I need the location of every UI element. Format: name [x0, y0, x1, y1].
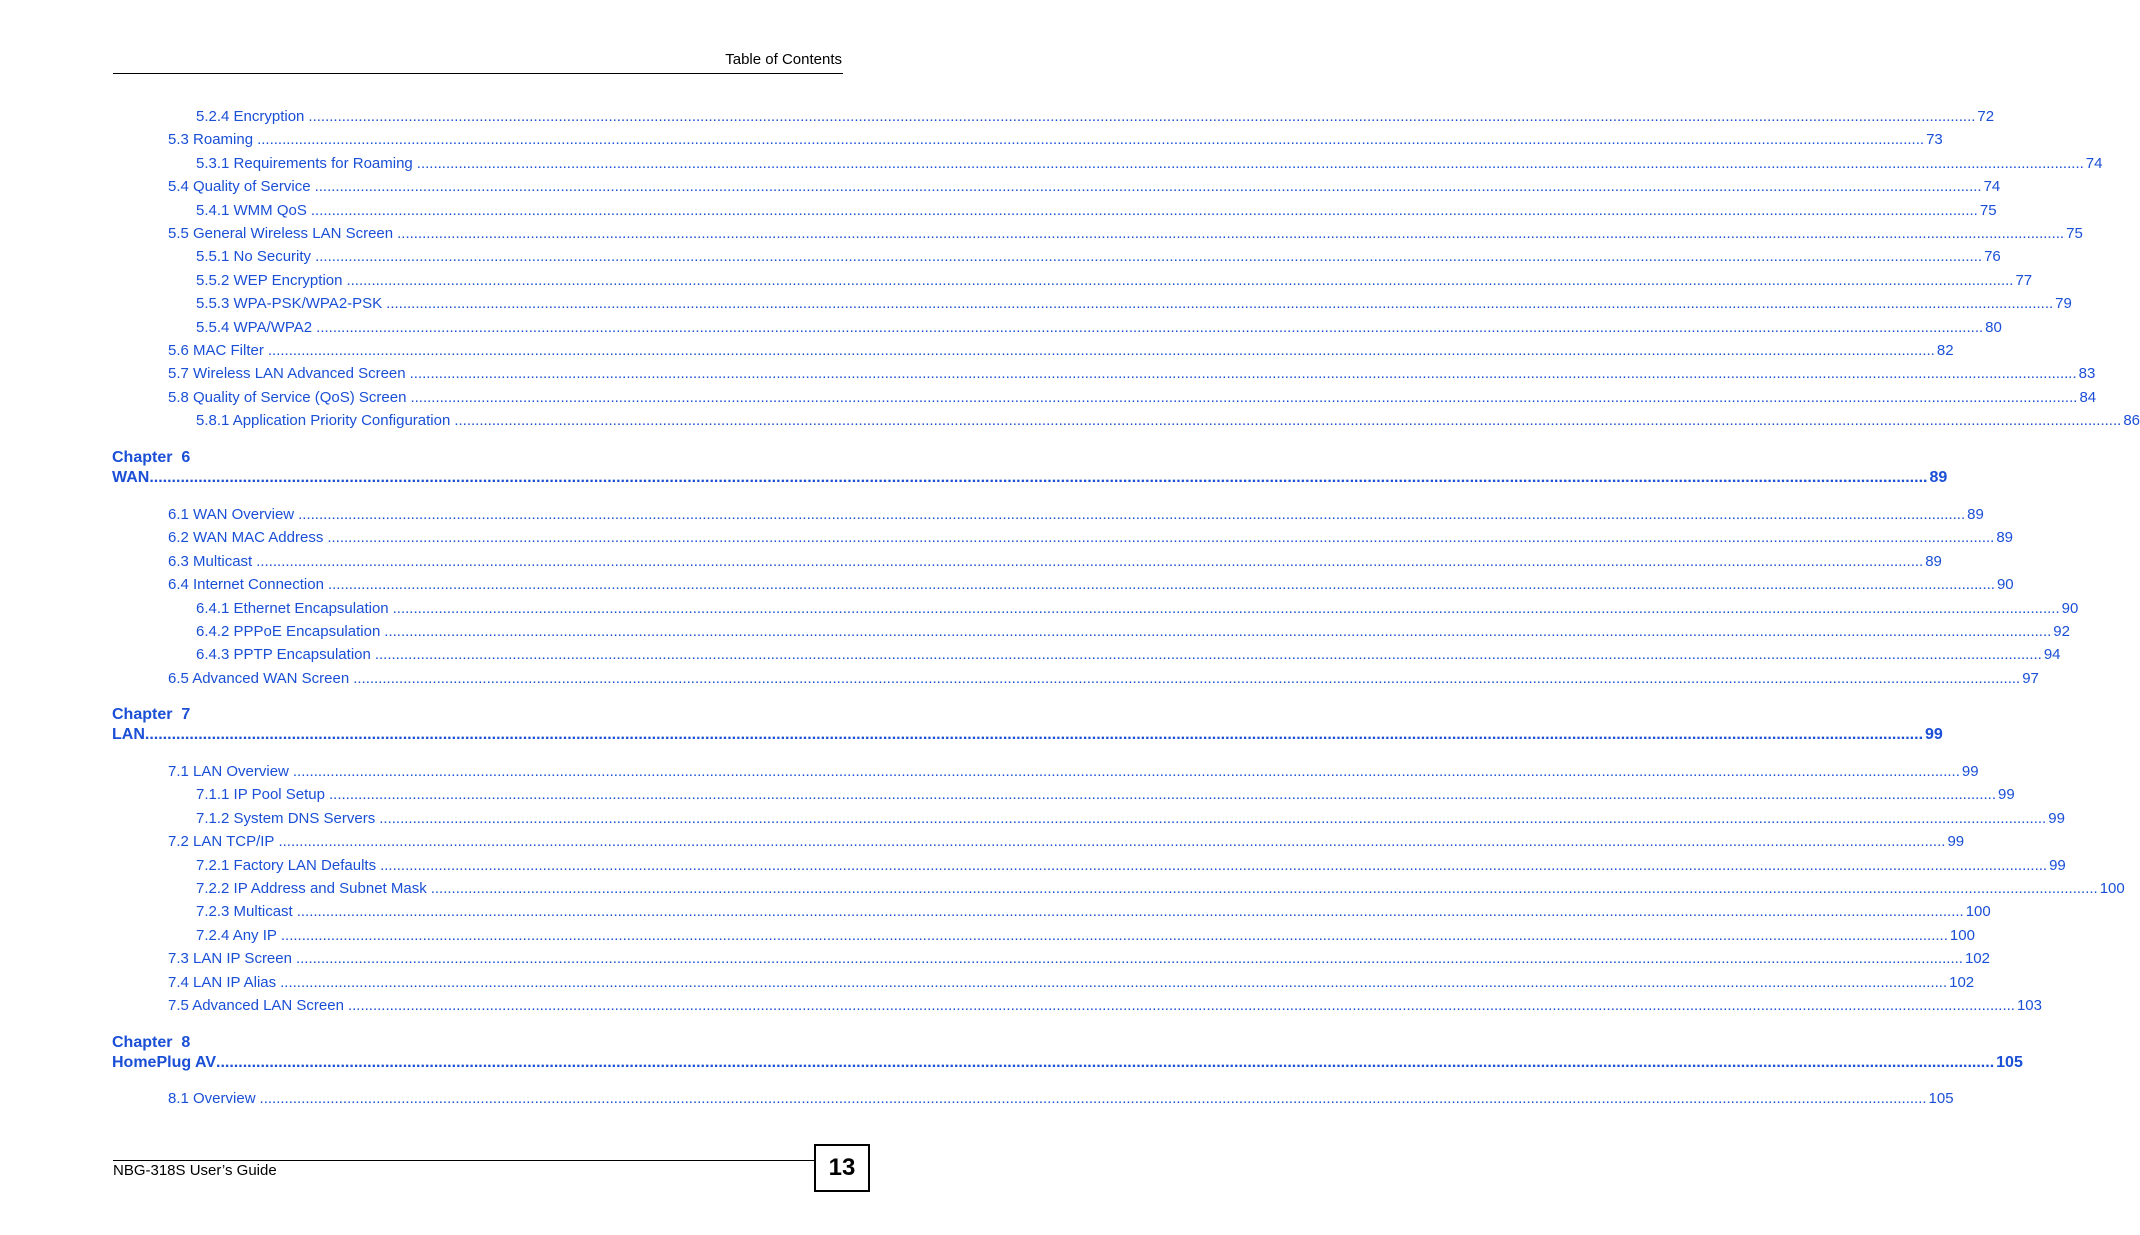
toc-entry-label: 6.4 Internet Connection [168, 576, 324, 594]
toc-entry-page: 86 [2123, 412, 2140, 430]
toc-entry-label: 5.8.1 Application Priority Configuration [196, 412, 451, 430]
toc-entry-label: 7.2.4 Any IP [196, 926, 277, 944]
toc-entry-page: 72 [1977, 108, 1995, 125]
toc-entry[interactable] [0, 880, 2125, 898]
dot-leader: ................................................................................................................................................................................................................................................................................................................................................................................................................ [329, 786, 1996, 804]
toc-entry-label: 5.5.4 WPA/WPA2 [196, 318, 313, 336]
toc-entry[interactable] [0, 833, 1965, 851]
dot-leader: ................................................................................................................................................................................................................................................................................................................................................................................................................ [298, 506, 1966, 523]
toc-entry[interactable] [0, 809, 2065, 828]
dot-leader: ................................................................................................................................................................................................................................................................................................................................................................................................................ [259, 1090, 1927, 1107]
toc-entry-page: 90 [2061, 599, 2079, 617]
toc-entry-page: 99 [1961, 763, 1979, 780]
toc-entry[interactable] [0, 342, 1954, 360]
dot-leader: ................................................................................................................................................................................................................................................................................................................................................................................................................ [296, 903, 1964, 921]
chapter-8-page: 105 [1996, 1054, 2023, 1071]
toc-entry-page: 99 [1947, 833, 1965, 851]
toc-entry-label: 5.8 Quality of Service (QoS) Screen [168, 388, 407, 406]
toc-entry[interactable] [0, 903, 1991, 921]
toc-entry[interactable] [0, 318, 2002, 337]
toc-entry-label: 5.4 Quality of Service [168, 178, 311, 196]
footer-rule [113, 1160, 815, 1161]
toc-entry[interactable] [0, 763, 1979, 781]
toc-entry[interactable] [0, 178, 2001, 196]
dot-leader: ................................................................................................................................................................................................................................................................................................................................................................................................................ [280, 973, 1948, 991]
toc-entry-label: 5.3.1 Requirements for Roaming [196, 154, 413, 172]
chapter-7-heading[interactable]: Chapter 7 [112, 706, 191, 723]
dot-leader: ................................................................................................................................................................................................................................................................................................................................................................................................................ [144, 726, 1924, 743]
dot-leader: ................................................................................................................................................................................................................................................................................................................................................................................................................ [346, 271, 2014, 289]
dot-leader: ................................................................................................................................................................................................................................................................................................................................................................................................................ [295, 950, 1963, 968]
toc-entry-page: 76 [1984, 248, 2001, 266]
toc-entry[interactable] [0, 997, 2042, 1015]
toc-entry-page: 100 [1965, 903, 1991, 921]
chapter-7-title: LAN [112, 726, 145, 743]
chapter-8-title: HomePlug AV [112, 1054, 217, 1071]
toc-entry-label: 5.3 Roaming [168, 131, 254, 149]
dot-leader: ................................................................................................................................................................................................................................................................................................................................................................................................................ [353, 669, 2021, 687]
toc-entry[interactable] [0, 271, 2033, 290]
toc-entry-label: 7.2.2 IP Address and Subnet Mask [196, 880, 427, 897]
toc-entry-label: 7.1 LAN Overview [168, 763, 289, 780]
toc-entry[interactable] [0, 201, 1997, 220]
toc-entry-label: 6.4.1 Ethernet Encapsulation [196, 599, 389, 617]
toc-entry-page: 83 [2078, 365, 2096, 383]
toc-entry-label: 6.4.2 PPPoE Encapsulation [196, 623, 381, 640]
toc-entry-label: 6.1 WAN Overview [168, 506, 295, 523]
toc-entry-label: 5.5.3 WPA-PSK/WPA2-PSK [196, 295, 383, 313]
toc-entry-label: 5.5.1 No Security [196, 248, 312, 266]
toc-entry-label: 7.3 LAN IP Screen [168, 950, 292, 968]
toc-entry[interactable] [0, 108, 1995, 126]
toc-entry-page: 89 [1967, 506, 1984, 523]
toc-entry[interactable] [0, 131, 1943, 149]
toc-entry-page: 74 [1983, 178, 2001, 196]
dot-leader: ................................................................................................................................................................................................................................................................................................................................................................................................................ [316, 318, 1984, 336]
chapter-6-title: WAN [112, 469, 150, 486]
header-rule [113, 73, 843, 74]
toc-entry-page: 77 [2015, 271, 2033, 289]
toc-entry-page: 73 [1926, 131, 1943, 149]
toc-entry-page: 103 [2016, 997, 2042, 1014]
toc-entry-label: 5.6 MAC Filter [168, 342, 264, 359]
page-number: 13 [814, 1144, 870, 1192]
dot-leader: ................................................................................................................................................................................................................................................................................................................................................................................................................ [292, 763, 1960, 780]
toc-entry-page: 99 [2048, 809, 2065, 827]
toc-entry-label: 6.4.3 PPTP Encapsulation [196, 646, 371, 664]
chapter-6-title-line[interactable] [112, 468, 1948, 487]
dot-leader: ................................................................................................................................................................................................................................................................................................................................................................................................................ [308, 108, 1976, 125]
toc-entry[interactable] [0, 856, 2066, 875]
toc-entry[interactable] [0, 412, 2140, 430]
toc-entry-page: 82 [1936, 342, 1954, 359]
dot-leader: ................................................................................................................................................................................................................................................................................................................................................................................................................ [314, 178, 1982, 196]
toc-entry[interactable] [0, 552, 1942, 571]
dot-leader: ................................................................................................................................................................................................................................................................................................................................................................................................................ [256, 552, 1924, 570]
toc-entry-label: 5.7 Wireless LAN Advanced Screen [168, 365, 406, 383]
dot-leader: ................................................................................................................................................................................................................................................................................................................................................................................................................ [386, 295, 2054, 313]
toc-entry-label: 7.2.1 Factory LAN Defaults [196, 856, 377, 874]
toc-entry-page: 90 [1996, 576, 2014, 594]
toc-entry-page: 99 [2049, 856, 2066, 874]
toc-entry[interactable] [0, 646, 2061, 664]
dot-leader: ................................................................................................................................................................................................................................................................................................................................................................................................................ [397, 225, 2065, 242]
running-header: Table of Contents [725, 51, 842, 68]
toc-entry[interactable] [0, 950, 1990, 968]
toc-entry-page: 89 [1925, 552, 1942, 570]
dot-leader: ................................................................................................................................................................................................................................................................................................................................................................................................................ [374, 646, 2042, 664]
toc-entry-label: 7.1.2 System DNS Servers [196, 809, 376, 827]
dot-leader: ................................................................................................................................................................................................................................................................................................................................................................................................................ [454, 412, 2122, 430]
toc-entry-label: 8.1 Overview [168, 1090, 256, 1107]
chapter-8-title-line[interactable] [112, 1053, 2023, 1072]
toc-entry-page: 105 [1928, 1090, 1954, 1107]
footer-guide-name: NBG-318S User’s Guide [113, 1162, 277, 1179]
toc-entry-page: 74 [2085, 154, 2103, 172]
toc-entry-label: 7.5 Advanced LAN Screen [168, 997, 344, 1014]
toc-entry-label: 5.5 General Wireless LAN Screen [168, 225, 394, 242]
toc-entry-label: 7.4 LAN IP Alias [168, 973, 277, 991]
toc-entry-page: 97 [2022, 669, 2039, 687]
dot-leader: ................................................................................................................................................................................................................................................................................................................................................................................................................ [379, 809, 2047, 827]
dot-leader: ................................................................................................................................................................................................................................................................................................................................................................................................................ [315, 248, 1983, 266]
dot-leader: ................................................................................................................................................................................................................................................................................................................................................................................................................ [278, 833, 1946, 851]
toc-entry-page: 89 [1996, 529, 2014, 547]
toc-entry-label: 6.3 Multicast [168, 552, 253, 570]
toc-entry-label: 7.2.3 Multicast [196, 903, 293, 921]
toc-entry[interactable] [0, 669, 2039, 688]
toc-entry[interactable] [0, 388, 2097, 407]
toc-entry-page: 92 [2053, 623, 2070, 640]
toc-entry[interactable] [0, 576, 2014, 594]
dot-leader: ................................................................................................................................................................................................................................................................................................................................................................................................................ [416, 154, 2084, 172]
toc-entry-label: 5.4.1 WMM QoS [196, 201, 307, 219]
toc-entry[interactable] [0, 506, 1984, 524]
toc-entry-label: 7.2 LAN TCP/IP [168, 833, 275, 851]
dot-leader: ................................................................................................................................................................................................................................................................................................................................................................................................................ [257, 131, 1925, 149]
chapter-6-page: 89 [1929, 469, 1948, 486]
toc-entry-page: 80 [1985, 318, 2002, 336]
toc-entry[interactable] [0, 926, 1975, 945]
dot-leader: ................................................................................................................................................................................................................................................................................................................................................................................................................ [392, 599, 2060, 617]
dot-leader: ................................................................................................................................................................................................................................................................................................................................................................................................................ [149, 469, 1928, 486]
toc-entry[interactable] [0, 365, 2096, 383]
chapter-7-title-line[interactable] [112, 725, 1943, 744]
toc-entry[interactable] [0, 295, 2072, 313]
toc-entry-page: 84 [2079, 388, 2097, 406]
toc-entry[interactable] [0, 154, 2103, 173]
toc-entry[interactable] [0, 1090, 1954, 1108]
dot-leader: ................................................................................................................................................................................................................................................................................................................................................................................................................ [267, 342, 1935, 359]
toc-entry-label: 5.2.4 Encryption [196, 108, 305, 125]
toc-entry-page: 75 [2066, 225, 2083, 242]
toc-entry[interactable] [0, 973, 1975, 992]
toc-entry-label: 6.2 WAN MAC Address [168, 529, 324, 547]
dot-leader: ................................................................................................................................................................................................................................................................................................................................................................................................................ [347, 997, 2015, 1014]
toc-entry[interactable] [0, 248, 2001, 266]
toc-entry-label: 7.1.1 IP Pool Setup [196, 786, 325, 804]
dot-leader: ................................................................................................................................................................................................................................................................................................................................................................................................................ [280, 926, 1948, 944]
dot-leader: ................................................................................................................................................................................................................................................................................................................................................................................................................ [310, 201, 1978, 219]
chapter-7-page: 99 [1925, 726, 1943, 743]
dot-leader: ................................................................................................................................................................................................................................................................................................................................................................................................................ [384, 623, 2052, 640]
dot-leader: ................................................................................................................................................................................................................................................................................................................................................................................................................ [380, 856, 2048, 874]
chapter-8-heading[interactable]: Chapter 8 [112, 1034, 191, 1051]
chapter-6-heading[interactable]: Chapter 6 [112, 449, 191, 466]
toc-entry-page: 75 [1979, 201, 1997, 219]
toc-entry[interactable] [0, 786, 2015, 804]
toc-entry-page: 79 [2055, 295, 2072, 313]
toc-entry[interactable] [0, 599, 2079, 618]
toc-entry[interactable] [0, 225, 2083, 243]
dot-leader: ................................................................................................................................................................................................................................................................................................................................................................................................................ [327, 576, 1995, 594]
toc-entry-page: 99 [1998, 786, 2015, 804]
dot-leader: ................................................................................................................................................................................................................................................................................................................................................................................................................ [410, 388, 2078, 406]
dot-leader: ................................................................................................................................................................................................................................................................................................................................................................................................................ [409, 365, 2077, 383]
toc-entry[interactable] [0, 623, 2070, 641]
toc-entry-page: 102 [1949, 973, 1975, 991]
toc-entry-page: 100 [1949, 926, 1975, 944]
dot-leader: ................................................................................................................................................................................................................................................................................................................................................................................................................ [327, 529, 1995, 547]
toc-entry-page: 94 [2043, 646, 2061, 664]
toc-entry-page: 100 [2099, 880, 2125, 897]
dot-leader: ................................................................................................................................................................................................................................................................................................................................................................................................................ [216, 1054, 1995, 1071]
toc-entry-page: 102 [1964, 950, 1990, 968]
dot-leader: ................................................................................................................................................................................................................................................................................................................................................................................................................ [430, 880, 2098, 897]
toc-entry[interactable] [0, 529, 2014, 547]
toc-entry-label: 5.5.2 WEP Encryption [196, 271, 343, 289]
toc-entry-label: 6.5 Advanced WAN Screen [168, 669, 350, 687]
